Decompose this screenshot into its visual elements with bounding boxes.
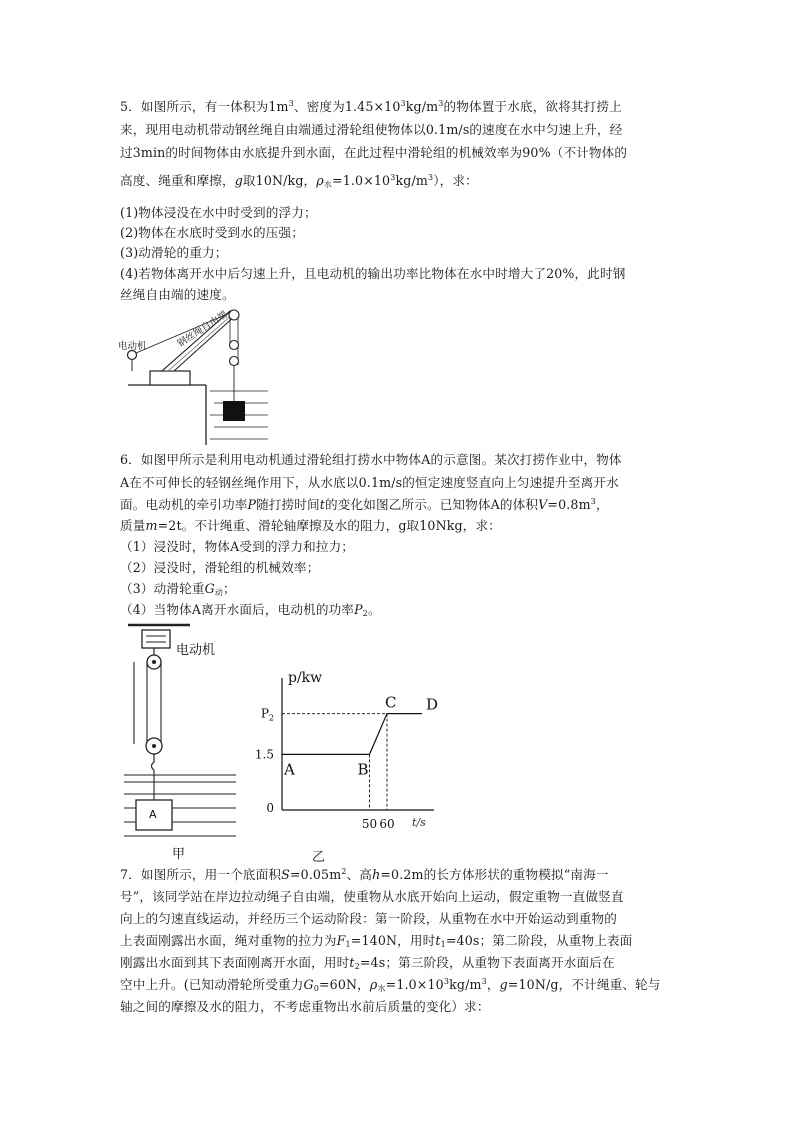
point-label-C: C xyxy=(385,693,397,712)
p6-question-4: （4）当物体A离开水面后，电动机的功率$P_2$。 xyxy=(120,602,381,618)
p6-question-1: （1）浸没时，物体A受到的浮力和拉力； xyxy=(120,539,355,554)
fig-yi-power-time-chart xyxy=(240,665,440,865)
p7-line-5: 刚露出水面到其下表面刚离开水面，用时$t_2=4s$；第三阶段，从重物下表面离开水面后在 xyxy=(120,955,615,971)
point-label-B: B xyxy=(357,760,369,779)
p7-line-2: 号”，该同学站在岸边拉动绳子自由端，使重物从水底开始向上运动，假定重物一直做竖直 xyxy=(120,889,624,904)
series-line xyxy=(282,714,422,755)
p6-line-3: 面。电动机的牵引功率P随打捞时间t的变化如图乙所示。已知物体A的体积$V=0.8m^3$， xyxy=(120,497,609,512)
y-tick-label-2: $P_2$ xyxy=(260,706,274,723)
rope-label: 钢丝绳自由端 xyxy=(175,309,230,350)
p5-line-3: 过3min的时间物体由水底提升到水面，在此过程中滑轮组的机械效率为90%（不计物体的 xyxy=(120,145,628,160)
fig-yi-caption: 乙 xyxy=(312,850,326,865)
motor-box xyxy=(142,630,170,648)
p5-question-3: (3)动滑轮的重力； xyxy=(120,245,228,260)
p7-line-4: 上表面刚露出水面，绳对重物的拉力为$F_1=140N$，用时$t_1=40s$；第二阶段，从重物上表面 xyxy=(120,933,633,949)
p5-crane-figure xyxy=(118,305,278,447)
submerged-object xyxy=(223,401,245,421)
p7-line-6: 空中上升。(已知动滑轮所受重力$G_0=60N$，$\rho_水=1.0\times 10^3kg/m^3$，g=10N/g，不计绳重、轮与 xyxy=(120,977,661,993)
block-a-label: A xyxy=(149,808,157,821)
x-axis-label: t/s xyxy=(412,816,426,829)
point-label-D: D xyxy=(426,695,439,714)
p6-question-2: （2）浸没时，滑轮组的机械效率； xyxy=(120,560,320,575)
p6-line-4: 质量m=2t。不计绳重、滑轮轴摩擦及水的阻力，g取10Nkg，求： xyxy=(120,518,501,533)
x-tick-label-2: 60 xyxy=(379,817,395,831)
p7-line-3: 向上的匀速直线运动，并经历三个运动阶段：第一阶段，从重物在水中开始运动到重物的 xyxy=(120,911,618,926)
p5-question-4: (4)若物体离开水中后匀速上升，且电动机的输出功率比物体在水中时增大了20%，此时钢 xyxy=(120,266,626,281)
x-tick-label-1: 50 xyxy=(361,817,378,831)
p7-line-1: 7．如图所示，用一个底面积$S=0.05m^2$、高h=0.2m的长方体形状的重物模拟“南海一 xyxy=(120,867,609,882)
p5-line-1: 5．如图所示，有一体积为$1m^3$、密度为$1.45\times 10^3kg/m^3$的物体置于水底，欲将其打捞上 xyxy=(120,99,622,114)
y-tick-label-1: 1.5 xyxy=(254,747,274,762)
p5-question-1: (1)物体浸没在水中时受到的浮力； xyxy=(120,205,317,220)
fig-jia-pulley-system xyxy=(118,620,248,865)
motor-label: 电动机 xyxy=(176,643,216,658)
hook-icon xyxy=(152,754,155,770)
p6-line-1: 6．如图甲所示是利用电动机通过滑轮组打捞水中物体A的示意图。某次打捞作业中，物体 xyxy=(120,452,622,467)
p6-line-2: A在不可伸长的轻钢丝绳作用下，从水底以0.1m/s的恒定速度竖直向上匀速提升至离开水 xyxy=(120,475,619,490)
fig-jia-caption: 甲 xyxy=(172,847,186,862)
y-axis-label: p/kw xyxy=(288,670,323,686)
p6-question-3: （3）动滑轮重$G_动$； xyxy=(120,581,236,597)
point-label-A: A xyxy=(284,760,295,779)
p5-line-4: 高度、绳重和摩擦，g取10N/kg，$\rho_水=1.0\times 10^3kg/m^3$），求： xyxy=(120,173,478,189)
motor-label: 电动机 xyxy=(118,341,147,352)
p7-line-7: 轴之间的摩擦及水的阻力，不考虑重物出水前后质量的变化）求： xyxy=(120,999,490,1014)
p5-question-2: (2)物体在水底时受到水的压强； xyxy=(120,225,304,240)
p5-question-4-cont: 丝绳自由端的速度。 xyxy=(120,287,235,302)
p5-line-2: 来，现用电动机带动钢丝绳自由端通过滑轮组使物体以0.1m/s的速度在水中匀速上升，经 xyxy=(120,122,623,137)
y-tick-label-0: 0 xyxy=(266,801,274,815)
